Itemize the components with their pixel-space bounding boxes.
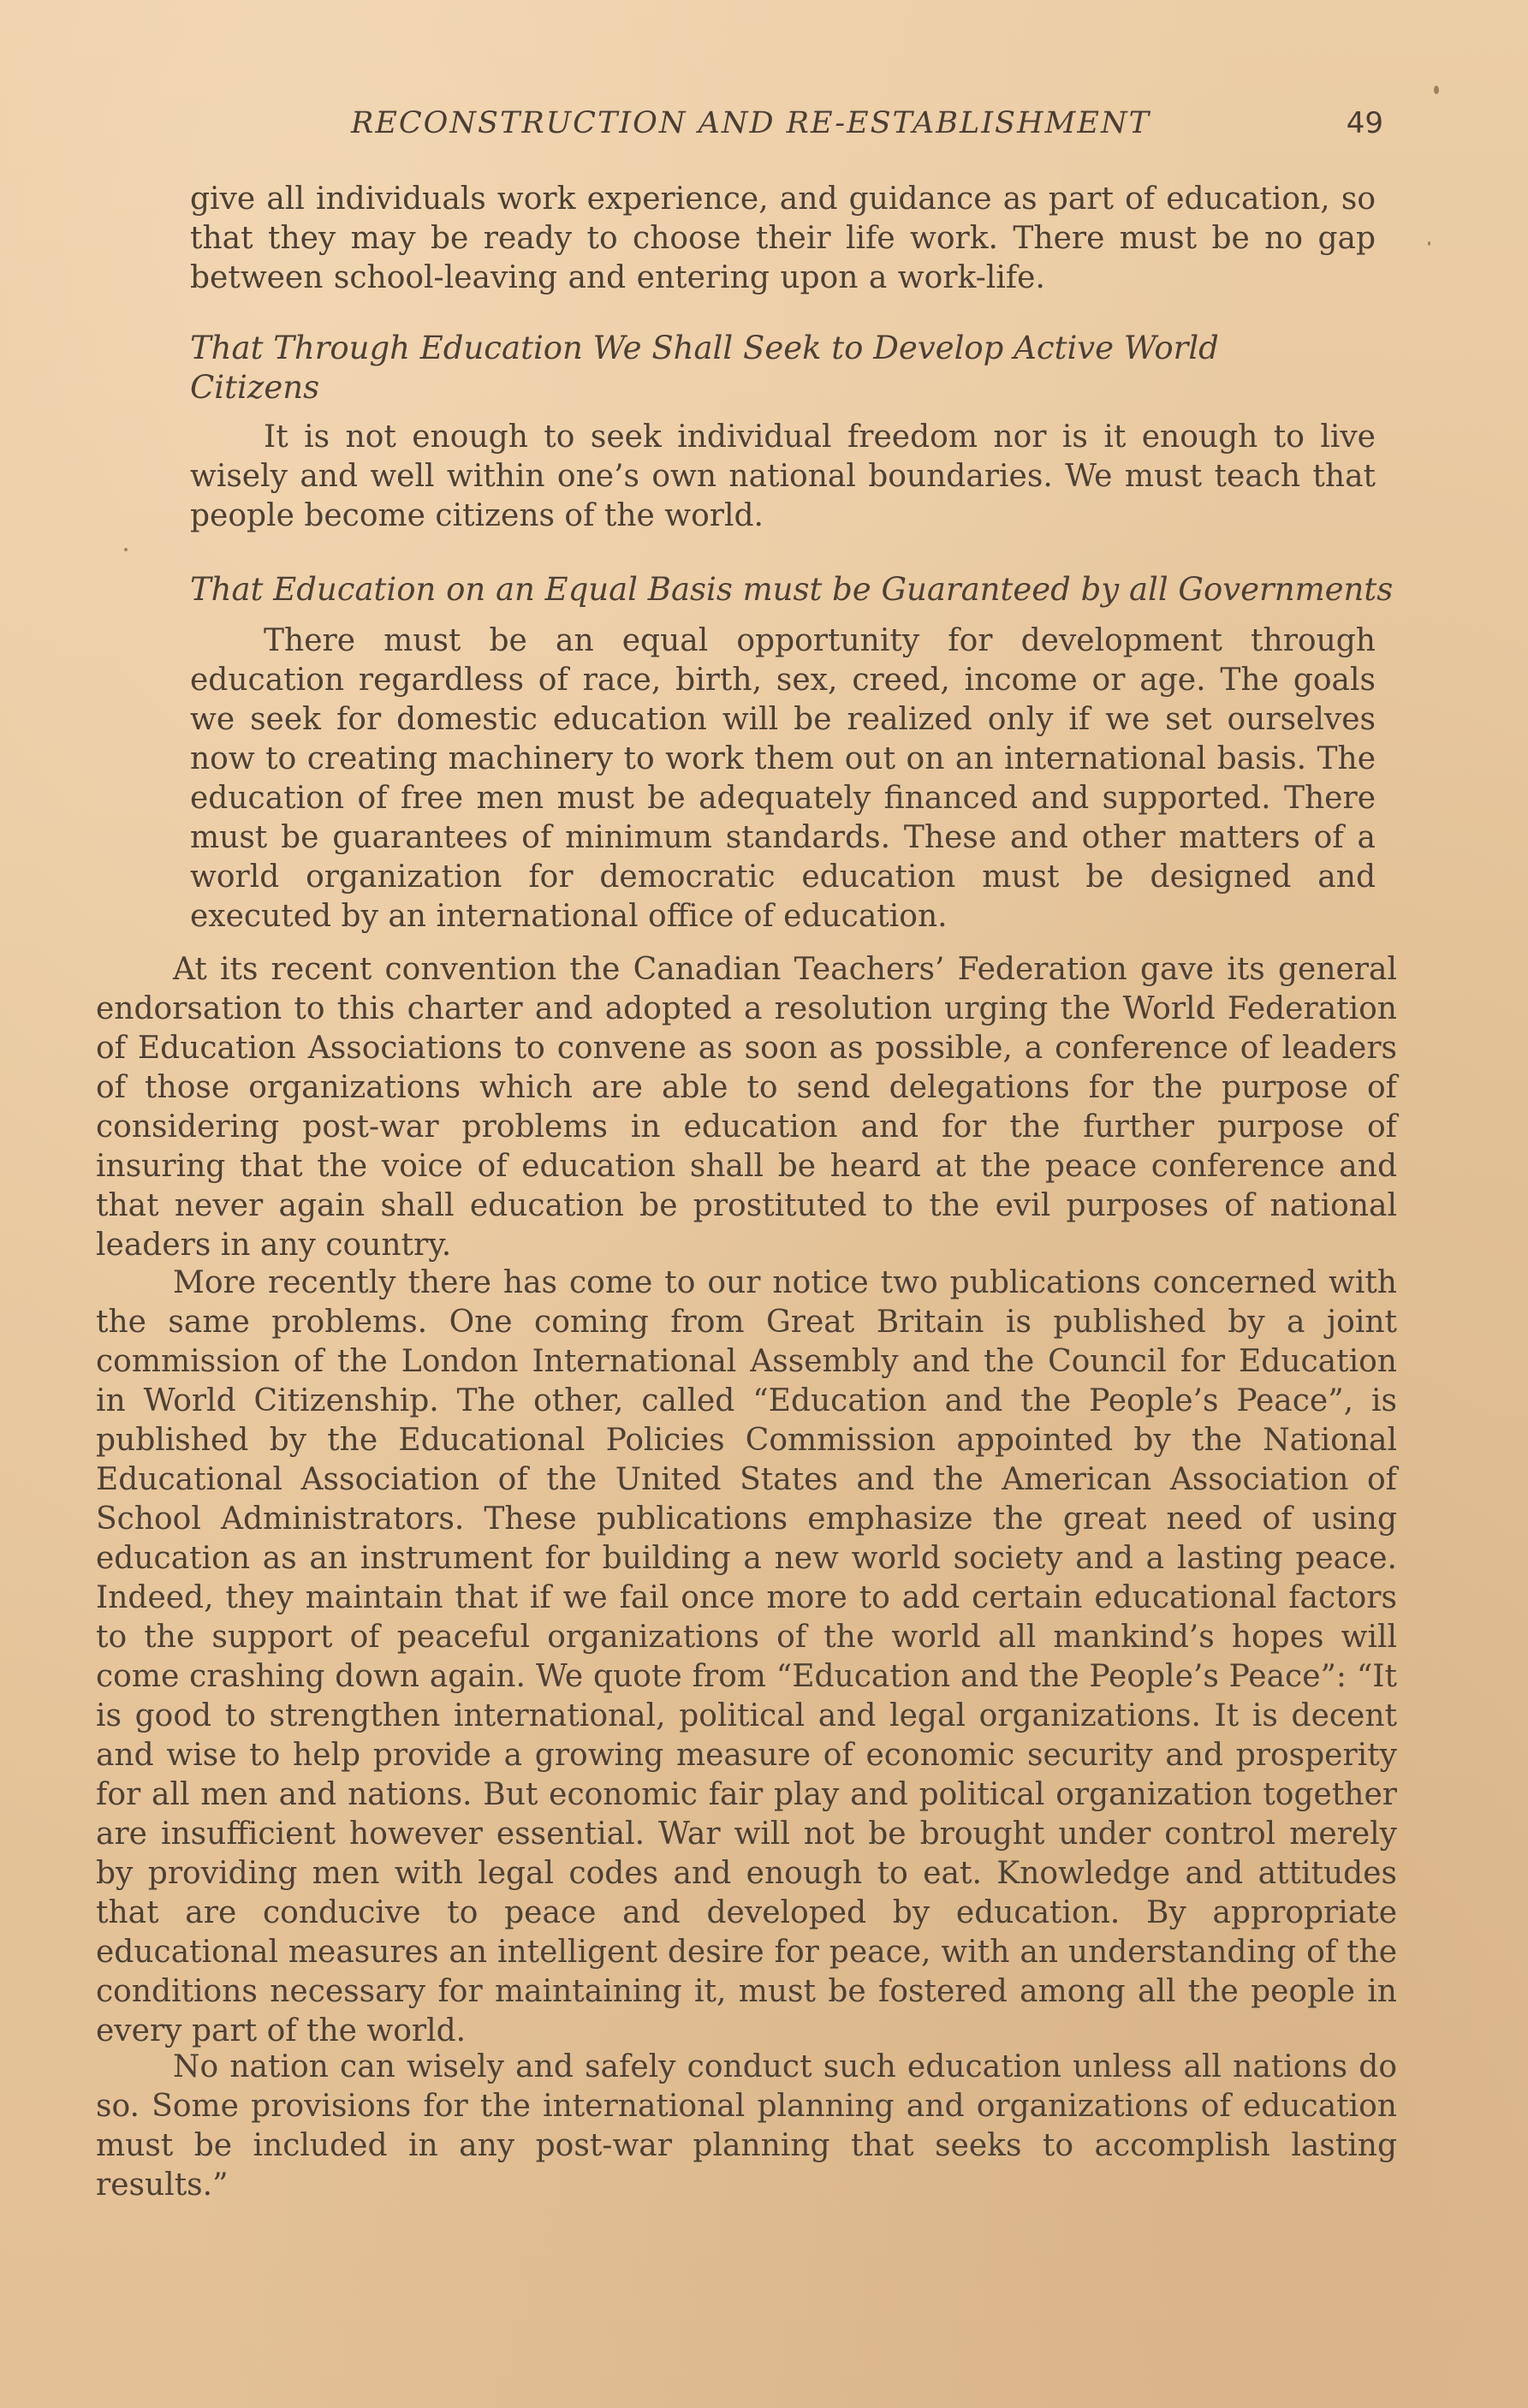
section-text-world-citizens: It is not enough to seek individual freedom nor is it enough to live wisely and well within one’s own national boundaries. We must teach that people become citizens of the world.	[190, 419, 1376, 533]
body-paragraph-conclusion: No nation can wisely and safely conduct such education unless all nations do so. Some provisions for the international planning and organizations of education must be included in any post-war planning that seeks to accomplish lasting results.”	[96, 2049, 1397, 2203]
opening-text-block	[190, 180, 1376, 298]
paper-speck	[124, 548, 128, 551]
running-head: RECONSTRUCTION AND RE-ESTABLISHMENT	[351, 106, 1150, 140]
section-heading-equal-basis: That Education on an Equal Basis must be Guaranteed by all Governments	[190, 571, 1394, 608]
section-text-equal-basis: There must be an equal opportunity for development through education regardless of race, birth, sex, creed, income or age. The goals we seek for domestic education will be realized only if we set ourselves now to creating machinery to work them out on an international basis. The education of free men must be adequately financed and supported. There must be guarantees of minimum standards. These and other matters of a world organization for democratic education must be designed and executed by an international office of education.	[190, 623, 1376, 934]
page-header	[351, 106, 1395, 149]
page-number: 49	[1346, 106, 1383, 140]
paper-speck	[1434, 86, 1439, 94]
opening-text: give all individuals work experience, and guidance as part of education, so that they may be ready to choose their life work. There must be no gap between school-leaving and entering upon a work-life.	[190, 181, 1376, 295]
section-heading-world-citizens: That Through Education We Shall Seek to Develop Active World Citizens	[190, 330, 1219, 406]
paper-speck	[1428, 241, 1430, 246]
body-paragraph-convention: At its recent convention the Canadian Teachers’ Federation gave its general endorsation to this charter and adopted a resolution urging the World Federation of Education Associations to convene as soon as possible, a conference of leaders of those organizations which are able to send delegations for the purpose of considering post-war problems in education and for the further purpose of insuring that the voice of education shall be heard at the peace conference and that never again shall education be prostituted to the evil purposes of national leaders in any country.	[96, 952, 1397, 1263]
body-paragraph-publications: More recently there has come to our notice two publications concerned with the same problems. One coming from Great Britain is published by a joint commission of the London International Assembly and the Council for Education in World Citizenship. The other, called “Education and the People’s Peace”, is published by the Educational Policies Commission appointed by the National Educational Association of the United States and the American Association of School Administrators. These publications emphasize the great need of using education as an instrument for building a new world society and a lasting peace. Indeed, they maintain that if we fail once more to add certain educational factors to the support of peaceful organizations of the world all mankind’s hopes will come crashing down again. We quote from “Education and the People’s Peace”: “It is good to strengthen international, political and legal organizations. It is decent and wise to help provide a growing measure of economic security and prosperity for all men and nations. But economic fair play and political organization together are insufficient however essential. War will not be brought under control merely by providing men with legal codes and enough to eat. Knowledge and attitudes that are conducive to peace and developed by education. By appropriate educational measures an intelligent desire for peace, with an understanding of the conditions necessary for maintaining it, must be fostered among all the people in every part of the world.	[96, 1265, 1397, 2048]
